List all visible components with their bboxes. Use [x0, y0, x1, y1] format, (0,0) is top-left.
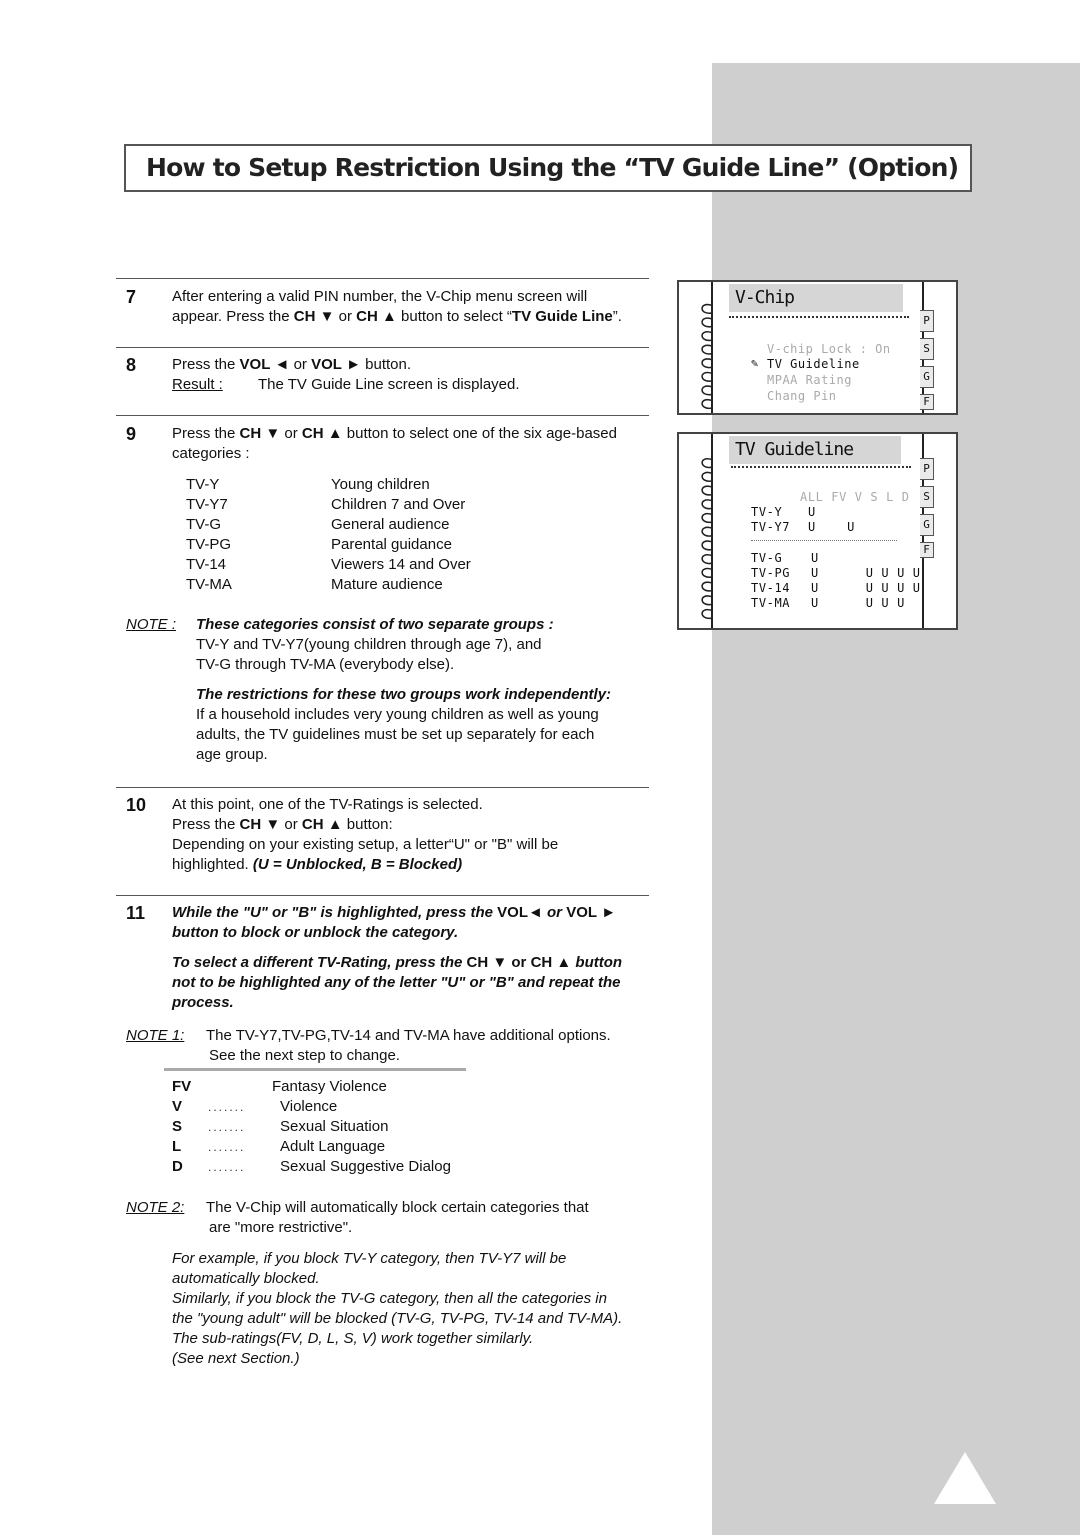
note-heading-1: These categories consist of two separate groups :	[196, 616, 554, 633]
rating-row-label[interactable]: TV-G	[751, 551, 783, 565]
table-row: TV-Y Young children	[186, 476, 430, 493]
rating-row-values[interactable]: U U U U U	[811, 566, 921, 580]
screen-title: TV Guideline	[729, 436, 901, 464]
note-1-line: See the next step to change.	[209, 1047, 400, 1064]
step-10-line2: Press the CH ▼ or CH ▲ button:	[172, 816, 393, 833]
abbreviation-table	[164, 1068, 466, 1177]
table-row: S ....... Sexual Situation	[172, 1118, 389, 1135]
tab-s[interactable]: S	[920, 338, 934, 360]
example-line: (See next Section.)	[172, 1350, 300, 1367]
table-row: TV-G General audience	[186, 516, 450, 533]
table-row: L ....... Adult Language	[172, 1138, 386, 1155]
rating-row-values[interactable]: U U	[808, 520, 855, 534]
step-number: 7	[126, 287, 137, 307]
note-1-line: The TV-Y7,TV-PG,TV-14 and TV-MA have additional options.	[206, 1027, 611, 1044]
note-line: TV-Y and TV-Y7(young children through age 7), and	[196, 636, 542, 653]
table-row: TV-MA Mature audience	[186, 576, 443, 593]
table-row: D ....... Sexual Suggestive Dialog	[172, 1158, 451, 1175]
example-line: automatically blocked.	[172, 1270, 320, 1287]
step-number: 11	[126, 903, 146, 923]
rating-header: ALL FV V S L D	[800, 490, 910, 504]
divider	[116, 895, 649, 896]
note-line: If a household includes very young children as well as young	[196, 706, 599, 723]
title-box	[124, 144, 972, 192]
tab-p[interactable]: P	[920, 458, 934, 480]
step-10-line1: At this point, one of the TV-Ratings is selected.	[172, 796, 483, 813]
divider	[116, 415, 649, 416]
example-line: Similarly, if you block the TV-G category, then all the categories in	[172, 1290, 607, 1307]
step-11-line4: not to be highlighted any of the letter "U" or "B" and repeat the	[172, 974, 621, 991]
table-row: TV-Y7 Children 7 and Over	[186, 496, 466, 513]
menu-tabs	[920, 310, 934, 416]
note-label: NOTE :	[126, 616, 177, 633]
note-2-line: The V-Chip will automatically block certain categories that	[206, 1199, 589, 1216]
step-11-line3: To select a different TV-Rating, press the CH ▼ or CH ▲ button	[172, 954, 623, 971]
note-2-label: NOTE 2:	[126, 1199, 185, 1216]
rating-row-label[interactable]: TV-PG	[751, 566, 791, 580]
example-line: the "young adult" will be blocked (TV-G, TV-PG, TV-14 and TV-MA).	[172, 1310, 623, 1327]
menu-item-tv-guideline[interactable]: TV Guideline	[767, 357, 860, 371]
example-line: For example, if you block TV-Y category, then TV-Y7 will be	[172, 1250, 567, 1267]
note-heading-2: The restrictions for these two groups work independently:	[196, 686, 612, 703]
menu-tabs	[920, 458, 934, 564]
rating-row-label[interactable]: TV-Y7	[751, 520, 791, 534]
rating-row-label[interactable]: TV-Y	[751, 505, 783, 519]
step-10-line4: highlighted. (U = Unblocked, B = Blocked)	[172, 856, 463, 873]
note-line: TV-G through TV-MA (everybody else).	[196, 656, 455, 673]
rating-row-values[interactable]: U U U U U	[811, 581, 921, 595]
table-row: V ....... Violence	[172, 1098, 338, 1115]
spiral-binding-icon	[679, 434, 715, 628]
step-number: 9	[126, 424, 137, 444]
divider	[116, 787, 649, 788]
tab-s[interactable]: S	[920, 486, 934, 508]
rating-row-label[interactable]: TV-14	[751, 581, 791, 595]
table-row: TV-PG Parental guidance	[186, 536, 452, 553]
step-number: 8	[126, 355, 137, 375]
table-row: FV Fantasy Violence	[172, 1078, 387, 1095]
step-7-line2: appear. Press the CH ▼ or CH ▲ button to select “TV Guide Line”.	[172, 308, 622, 325]
note-2-block	[126, 1198, 666, 1378]
screen-title: V-Chip	[729, 284, 903, 312]
tab-g[interactable]: G	[920, 514, 934, 536]
rating-row-values[interactable]: U U U U	[811, 596, 905, 610]
tab-f[interactable]: F	[920, 542, 934, 558]
pencil-icon: ✎	[751, 356, 759, 370]
step-8-result: Result : The TV Guide Line screen is displayed.	[172, 376, 520, 393]
step-7-line1: After entering a valid PIN number, the V-Chip menu screen will	[172, 288, 588, 305]
triangle-up-icon	[934, 1452, 996, 1504]
table-row: TV-14 Viewers 14 and Over	[186, 556, 471, 573]
tv-guideline-screen	[677, 432, 958, 630]
example-line: The sub-ratings(FV, D, L, S, V) work together similarly.	[172, 1330, 534, 1347]
note-line: adults, the TV guidelines must be set up separately for each	[196, 726, 595, 743]
rating-row-values[interactable]: U	[808, 505, 816, 519]
menu-item-mpaa-rating[interactable]: MPAA Rating	[767, 373, 852, 387]
note-block	[126, 615, 646, 775]
step-10-line3: Depending on your existing setup, a letter“U" or "B" will be	[172, 836, 559, 853]
vchip-menu-screen	[677, 280, 958, 415]
step-number: 10	[126, 795, 147, 815]
menu-item-vchip-lock[interactable]: V-chip Lock : On	[767, 342, 891, 356]
tab-f[interactable]: F	[920, 394, 934, 410]
divider	[116, 278, 649, 279]
note-2-line: are "more restrictive".	[209, 1219, 353, 1236]
step-9-line1: Press the CH ▼ or CH ▲ button to select one of the six age-based	[172, 425, 617, 442]
divider	[116, 347, 649, 348]
step-8-line1: Press the VOL ◄ or VOL ► button.	[172, 356, 412, 373]
note-line: age group.	[196, 746, 268, 763]
note-1-block	[126, 1026, 656, 1068]
page-title: How to Setup Restriction Using the “TV Guide Line” (Option)	[146, 153, 959, 182]
step-11-line2: button to block or unblock the category.	[172, 924, 459, 941]
tab-p[interactable]: P	[920, 310, 934, 332]
menu-item-change-pin[interactable]: Chang Pin	[767, 389, 837, 403]
spiral-binding-icon	[679, 282, 715, 413]
rating-row-values[interactable]: U	[811, 551, 819, 565]
note-1-label: NOTE 1:	[126, 1027, 185, 1044]
step-11-line5: process.	[172, 994, 234, 1011]
category-table	[186, 475, 471, 595]
step-9-line2: categories :	[172, 445, 250, 462]
rating-row-label[interactable]: TV-MA	[751, 596, 791, 610]
step-11-line1: While the "U" or "B" is highlighted, press the VOL◄ or VOL ►	[172, 904, 617, 921]
tab-g[interactable]: G	[920, 366, 934, 388]
